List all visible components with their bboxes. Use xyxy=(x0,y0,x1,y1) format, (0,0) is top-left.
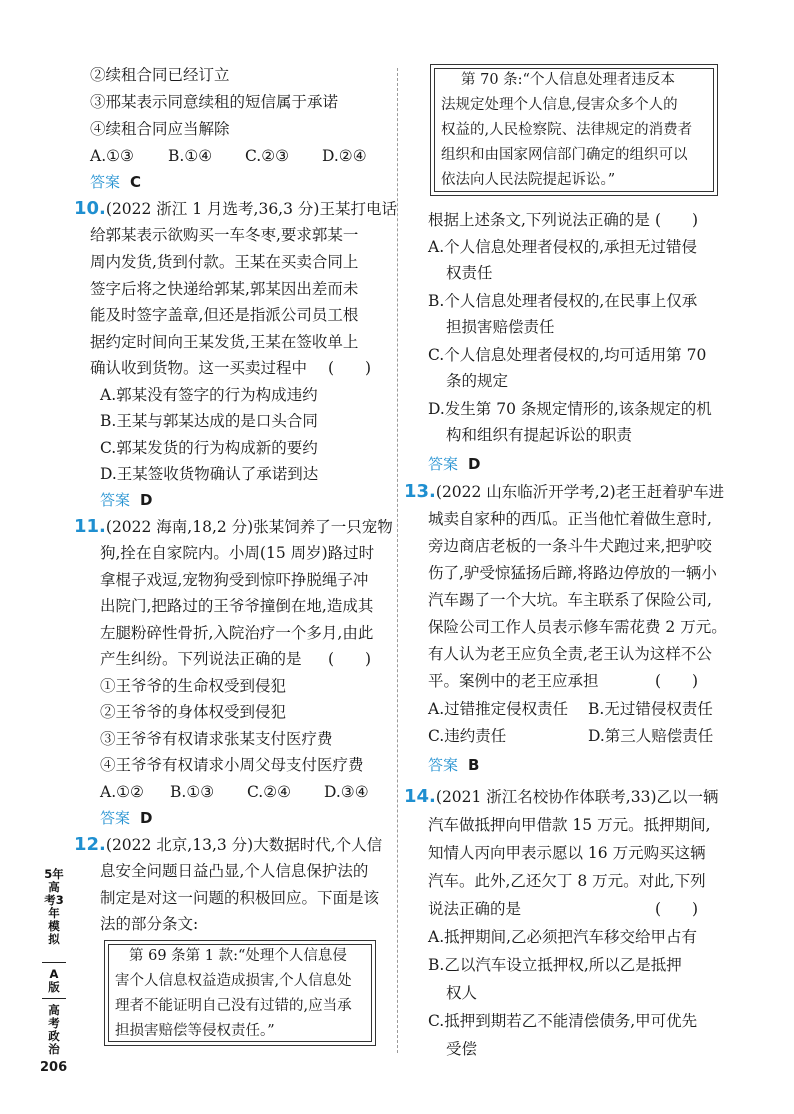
q10-line: 能及时签字盖章,但还是指派公司员工根 xyxy=(90,306,359,324)
article-70-line: 法规定处理个人信息,侵害众多个人的 xyxy=(441,97,678,113)
q12-line: 制定是对这一问题的积极回应。下面是该 xyxy=(100,889,380,907)
q11-number: 11. xyxy=(74,516,106,537)
q12-option-a-cont: 权责任 xyxy=(446,264,493,282)
article-70-line: 权益的,人民检察院、法律规定的消费者 xyxy=(441,122,693,138)
q11-choice-d: D.③④ xyxy=(324,783,369,801)
q13-answer: 答案 B xyxy=(428,756,480,774)
q10-line: 签字后将之快递给郭某,郭某因出差而未 xyxy=(90,280,359,298)
q14-option-a: A.抵押期间,乙必须把汽车移交给甲占有 xyxy=(428,928,698,946)
q13-line: 保险公司工作人员表示修车需花费 2 万元。 xyxy=(428,618,727,636)
q12-paren: ( ) xyxy=(655,211,699,229)
q11-statement: ④王爷爷有权请求小周父母支付医疗费 xyxy=(100,756,364,774)
article-69-box xyxy=(104,940,376,1046)
q10-line: 确认收到货物。这一买卖过程中 xyxy=(90,359,308,377)
q13-choice-b: B.无过错侵权责任 xyxy=(588,700,713,718)
page-number: 206 xyxy=(40,1060,68,1075)
q9-choice-d: D.②④ xyxy=(322,147,367,165)
article-70-line: 第 70 条:“个人信息处理者违反本 xyxy=(461,72,675,88)
q11-paren: ( ) xyxy=(328,650,372,668)
q14-option-c-cont: 受偿 xyxy=(446,1040,478,1058)
q13-line: 旁边商店老板的一条斗牛犬跑过来,把驴咬 xyxy=(428,537,712,555)
q14-paren: ( ) xyxy=(655,900,699,918)
q14-line: 知情人丙向甲表示愿以 16 万元购买这辆 xyxy=(428,844,706,862)
q14-option-b: B.乙以汽车设立抵押权,所以乙是抵押 xyxy=(428,956,682,974)
q14-line: 汽车。此外,乙还欠丁 8 万元。对此,下列 xyxy=(428,872,706,890)
q13-line: 汽车踢了一个大坑。车主联系了保险公司, xyxy=(428,591,712,609)
q12-number: 12. xyxy=(74,834,106,855)
series-label: 5年高考3年模拟 xyxy=(44,867,64,946)
q10-line: 给郭某表示欲购买一车冬枣,要求郭某一 xyxy=(90,226,359,244)
q10-option-d: D.王某签收货物确认了承诺到达 xyxy=(100,465,319,483)
q14-number: 14. xyxy=(404,786,436,807)
q9-choice-a: A.①③ xyxy=(90,147,134,165)
edition-label: A版 xyxy=(48,967,60,994)
q11-line: 狗,拴在自家院内。小周(15 周岁)路过时 xyxy=(100,544,375,562)
q12-option-b: B.个人信息处理者侵权的,在民事上仅承 xyxy=(428,292,698,310)
article-69-line: 担损害赔偿等侵权责任。” xyxy=(115,1023,275,1039)
q10-option-a: A.郭某没有签字的行为构成违约 xyxy=(100,386,318,404)
article-69-line: 第 69 条第 1 款:“处理个人信息侵 xyxy=(129,948,347,964)
q14-line: 汽车做抵押向甲借款 15 万元。抵押期间, xyxy=(428,816,711,834)
q10-option-c: C.郭某发货的行为构成新的要约 xyxy=(100,439,318,457)
q12-option-c-cont: 条的规定 xyxy=(446,372,509,390)
q14-line: 说法正确的是 xyxy=(428,900,522,918)
q11-choice-a: A.①② xyxy=(100,783,144,801)
q12-option-b-cont: 担损害赔偿责任 xyxy=(446,318,555,336)
q12-line: 息安全问题日益凸显,个人信息保护法的 xyxy=(100,862,369,880)
q11-line: 出院门,把路过的王爷爷撞倒在地,造成其 xyxy=(100,597,374,615)
q13-line: 城卖自家种的西瓜。正当他忙着做生意时, xyxy=(428,510,712,528)
q11-choice-b: B.①③ xyxy=(170,783,215,801)
q12-option-d-cont: 构和组织有提起诉讼的职责 xyxy=(446,426,633,444)
q13-choice-d: D.第三人赔偿责任 xyxy=(588,727,714,745)
q10-line: 周内发货,货到付款。王某在买卖合同上 xyxy=(90,253,359,271)
article-70-line: 依法向人民法院提起诉讼。” xyxy=(441,172,616,188)
q11-line: 左腿粉碎性骨折,入院治疗一个多月,由此 xyxy=(100,624,374,642)
q12-option-a: A.个人信息处理者侵权的,承担无过错侵 xyxy=(428,238,698,256)
q14-option-b-cont: 权人 xyxy=(446,984,478,1002)
q12-line: 法的部分条文: xyxy=(100,915,199,933)
q10-line: 据约定时间向王某发货,王某在签收单上 xyxy=(90,333,359,351)
q12-line: 12.(2022 北京,13,3 分)大数据时代,个人信 xyxy=(74,834,383,855)
q9-choice-c: C.②③ xyxy=(245,147,290,165)
q12-option-d: D.发生第 70 条规定情形的,该条规定的机 xyxy=(428,400,712,418)
side-rule xyxy=(42,998,66,999)
q10-answer: 答案 D xyxy=(100,491,153,509)
q14-option-c: C.抵押到期若乙不能清偿债务,甲可优先 xyxy=(428,1012,698,1030)
q9-option: ②续租合同已经订立 xyxy=(90,66,230,84)
q13-choice-a: A.过错推定侵权责任 xyxy=(428,700,569,718)
article-69-line: 理者不能证明自己没有过错的,应当承 xyxy=(115,998,352,1014)
q13-line: 有人认为老王应负全责,老王认为这样不公 xyxy=(428,645,712,663)
q13-number: 13. xyxy=(404,481,436,502)
q10-paren: ( ) xyxy=(328,359,372,377)
q12-answer: 答案 D xyxy=(428,455,481,473)
side-rule xyxy=(42,962,66,963)
q11-statement: ①王爷爷的生命权受到侵犯 xyxy=(100,677,287,695)
q10-line: 10.(2022 浙江 1 月选考,36,3 分)王某打电话 xyxy=(74,198,397,219)
q11-statement: ③王爷爷有权请求张某支付医疗费 xyxy=(100,730,333,748)
q9-choice-b: B.①④ xyxy=(168,147,213,165)
q13-paren: ( ) xyxy=(655,672,699,690)
article-70-line: 组织和由国家网信部门确定的组织可以 xyxy=(441,147,688,163)
q11-line: 11.(2022 海南,18,2 分)张某饲养了一只宠物 xyxy=(74,516,393,537)
q11-answer: 答案 D xyxy=(100,809,153,827)
q11-statement: ②王爷爷的身体权受到侵犯 xyxy=(100,703,287,721)
q9-answer: 答案 C xyxy=(90,173,142,191)
q9-option: ③邢某表示同意续租的短信属于承诺 xyxy=(90,93,339,111)
q13-line: 13.(2022 山东临沂开学考,2)老王赶着驴车进 xyxy=(404,481,725,502)
q13-line: 平。案例中的老王应承担 xyxy=(428,672,599,690)
q13-line: 伤了,驴受惊猛扬后蹄,将路边停放的一辆小 xyxy=(428,564,717,582)
q12-stem: 根据上述条文,下列说法正确的是 xyxy=(428,211,650,229)
q14-line: 14.(2021 浙江名校协作体联考,33)乙以一辆 xyxy=(404,786,719,807)
q12-option-c: C.个人信息处理者侵权的,均可适用第 70 xyxy=(428,346,707,364)
subject-label: 高考政治 xyxy=(48,1003,60,1056)
q11-line: 拿棍子戏逗,宠物狗受到惊吓挣脱绳子冲 xyxy=(100,571,369,589)
article-69-line: 害个人信息权益造成损害,个人信息处 xyxy=(115,973,352,989)
q13-choice-c: C.违约责任 xyxy=(428,727,507,745)
q10-option-b: B.王某与郭某达成的是口头合同 xyxy=(100,412,318,430)
column-divider xyxy=(397,68,398,1053)
q11-line: 产生纠纷。下列说法正确的是 xyxy=(100,650,302,668)
q11-choice-c: C.②④ xyxy=(247,783,292,801)
q9-option: ④续租合同应当解除 xyxy=(90,120,230,138)
article-70-box xyxy=(430,64,718,196)
q10-number: 10. xyxy=(74,198,106,219)
